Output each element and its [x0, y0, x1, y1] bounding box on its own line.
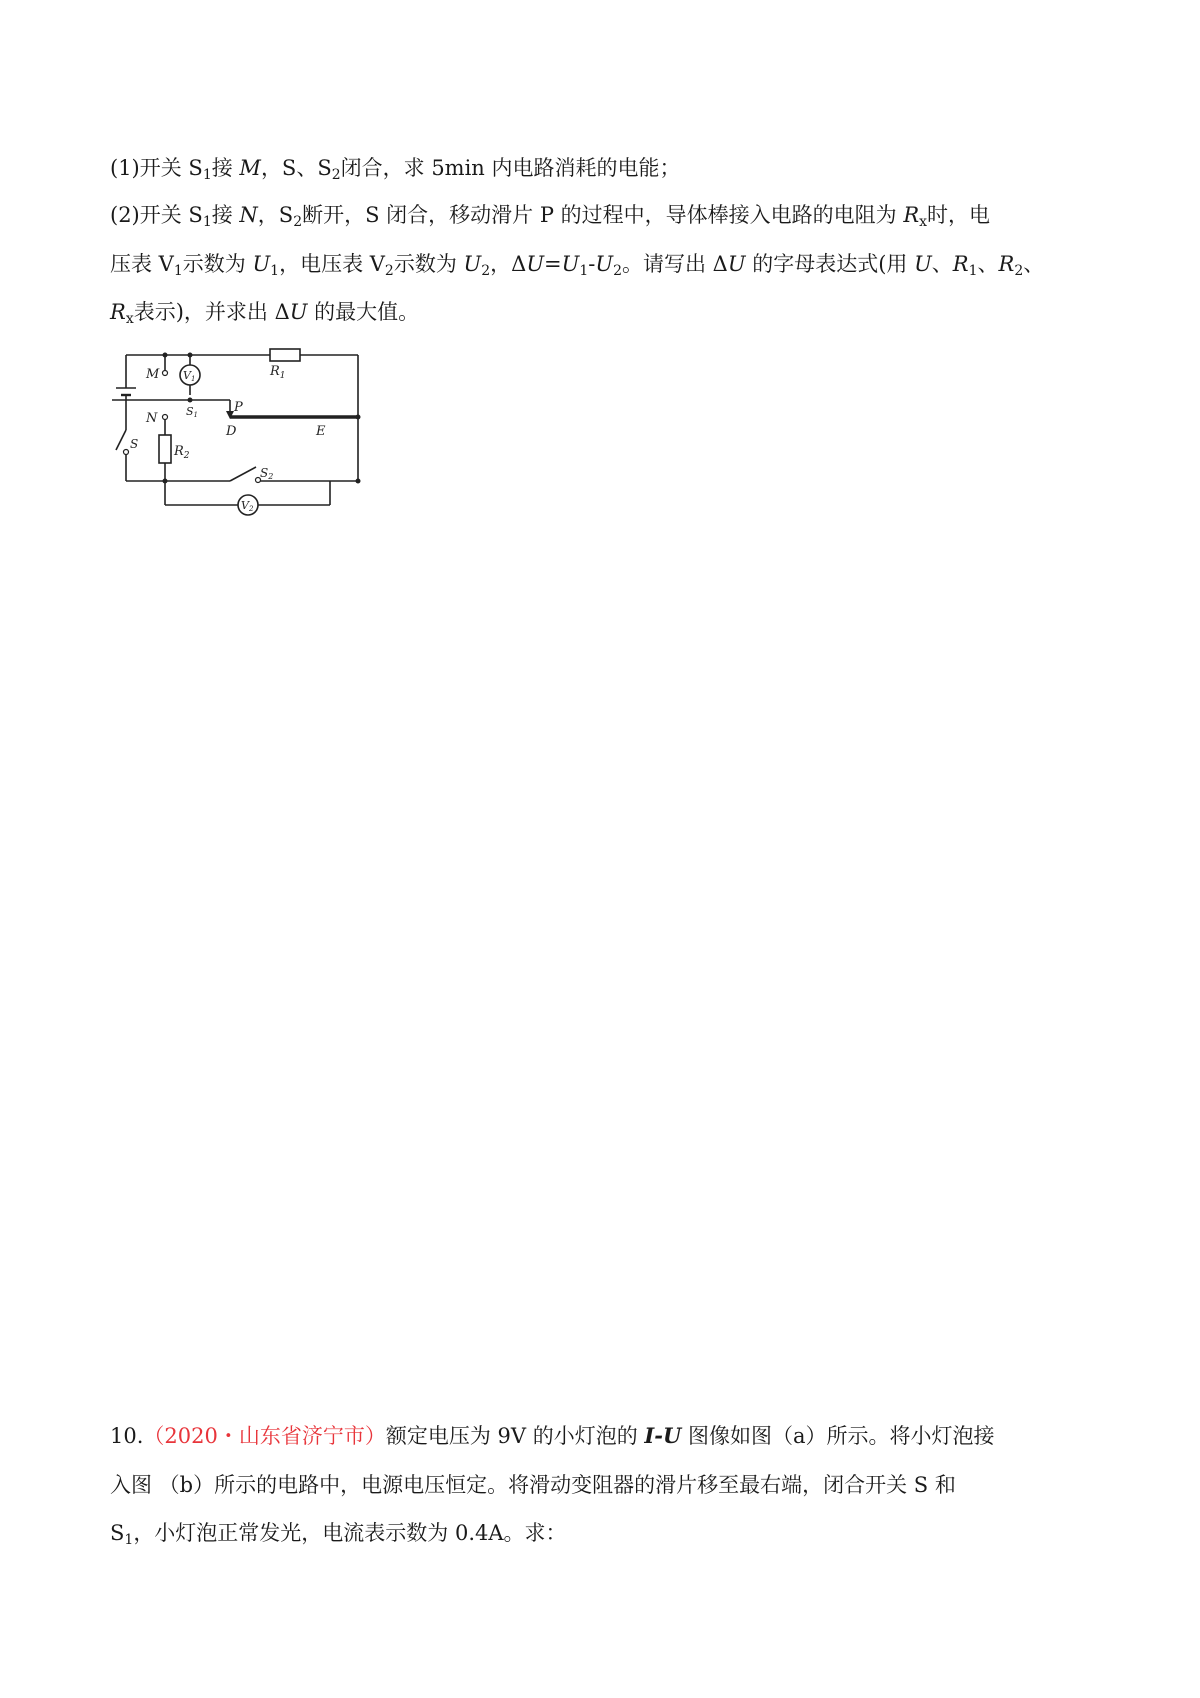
text: 的字母表达式(用 — [745, 252, 915, 276]
question-10-line-1 — [110, 1424, 994, 1448]
switch-s2-blade — [230, 467, 256, 481]
junction — [356, 415, 361, 420]
var-ua: U — [561, 252, 580, 276]
question-source: （2020・山东省济宁市） — [143, 1424, 386, 1448]
var-u1: U — [252, 252, 271, 276]
question-number: 10. — [110, 1424, 144, 1448]
text: 、 — [1023, 252, 1045, 276]
question-part-1 — [110, 156, 681, 183]
var-r2: R — [998, 252, 1015, 276]
text: 额定电压为 9V 的小灯泡的 — [385, 1424, 645, 1448]
var-r: R — [903, 203, 920, 227]
question-part-2-line-3 — [110, 300, 420, 327]
label-d: D — [226, 424, 237, 439]
text: 、 — [977, 252, 999, 276]
question-10-line-3 — [110, 1521, 567, 1548]
junction — [163, 479, 168, 484]
text: 表示)，并求出 Δ — [133, 300, 290, 324]
text: S — [110, 1521, 125, 1545]
var-m: M — [239, 156, 261, 180]
text: 示数为 — [393, 252, 464, 276]
terminal-m — [163, 371, 168, 376]
text: 图像如图（a）所示。将小灯泡接 — [681, 1424, 995, 1448]
question-part-2-line-1 — [110, 203, 991, 230]
var-du2: U — [727, 252, 746, 276]
label-v2: V2 — [241, 499, 254, 513]
text: 断开，S 闭合，移动滑片 P 的过程中，导体棒接入电路的电阻为 — [302, 203, 904, 227]
question-10-line-2 — [110, 1473, 956, 1497]
text: 闭合，求 5min 内电路消耗的电能； — [340, 156, 681, 180]
label-m: M — [146, 367, 160, 382]
text: (2)开关 S — [110, 203, 203, 227]
subscript: x — [919, 214, 928, 230]
var-rx: R — [110, 300, 126, 324]
text: ，小灯泡正常发光，电流表示数为 0.4A。求： — [133, 1521, 567, 1545]
var-du: U — [526, 252, 545, 276]
var-u: U — [914, 252, 932, 276]
var-iu: I-U — [644, 1423, 682, 1448]
junction — [188, 353, 193, 358]
subscript: x — [125, 311, 134, 327]
subscript: 1 — [968, 263, 978, 279]
label-s2: S2 — [260, 466, 274, 481]
text: ，S、S — [260, 156, 332, 180]
text: 。请写出 Δ — [622, 252, 728, 276]
var-ub: U — [595, 252, 614, 276]
junction — [163, 353, 168, 358]
text: 的最大值。 — [307, 300, 420, 324]
text: 示数为 — [182, 252, 253, 276]
text: 接 — [211, 156, 240, 180]
subscript: 2 — [1014, 263, 1024, 279]
terminal-s — [124, 450, 129, 455]
text: 、 — [931, 252, 953, 276]
text: 时，电 — [927, 203, 991, 227]
label-p: P — [234, 400, 243, 415]
var-u: U — [289, 300, 308, 324]
subscript: 1 — [173, 263, 183, 279]
subscript: 2 — [613, 263, 622, 279]
text: ，S — [257, 203, 294, 227]
label-r1: $R_1$ — [270, 364, 286, 381]
subscript: 1 — [270, 263, 280, 279]
junction — [188, 398, 193, 403]
label-e: E — [316, 424, 326, 439]
label-s1: S1 — [186, 405, 199, 419]
subscript: 2 — [481, 263, 491, 279]
text: - — [588, 252, 596, 276]
text: (1)开关 S — [110, 156, 203, 180]
text: = — [544, 252, 562, 276]
subscript: 1 — [124, 1532, 134, 1548]
label-v1: V1 — [183, 369, 196, 383]
text: 接 — [211, 203, 240, 227]
switch-s-blade — [116, 430, 126, 450]
subscript: 1 — [202, 214, 212, 230]
var-u2: U — [463, 252, 482, 276]
text: ，电压表 V — [279, 252, 385, 276]
subscript: 1 — [202, 167, 212, 183]
resistor-r1 — [270, 349, 300, 361]
subscript: 2 — [384, 263, 394, 279]
label-n: N — [146, 411, 158, 426]
question-part-2-line-2 — [110, 252, 1045, 279]
var-n: N — [239, 203, 258, 227]
junction — [356, 479, 361, 484]
label-r2: $R_2$ — [174, 444, 190, 461]
subscript: 1 — [579, 263, 589, 279]
terminal-n — [163, 415, 168, 420]
subscript: 2 — [331, 167, 341, 183]
text: 入图 （b）所示的电路中，电源电压恒定。将滑动变阻器的滑片移至最右端，闭合开关 S 和 — [110, 1473, 956, 1497]
label-s: S — [130, 437, 139, 451]
text: 压表 V — [110, 252, 174, 276]
circuit-diagram — [110, 345, 370, 525]
subscript: 2 — [293, 214, 303, 230]
text: ，Δ — [490, 252, 527, 276]
var-r1: R — [952, 252, 969, 276]
resistor-r2 — [159, 435, 171, 463]
